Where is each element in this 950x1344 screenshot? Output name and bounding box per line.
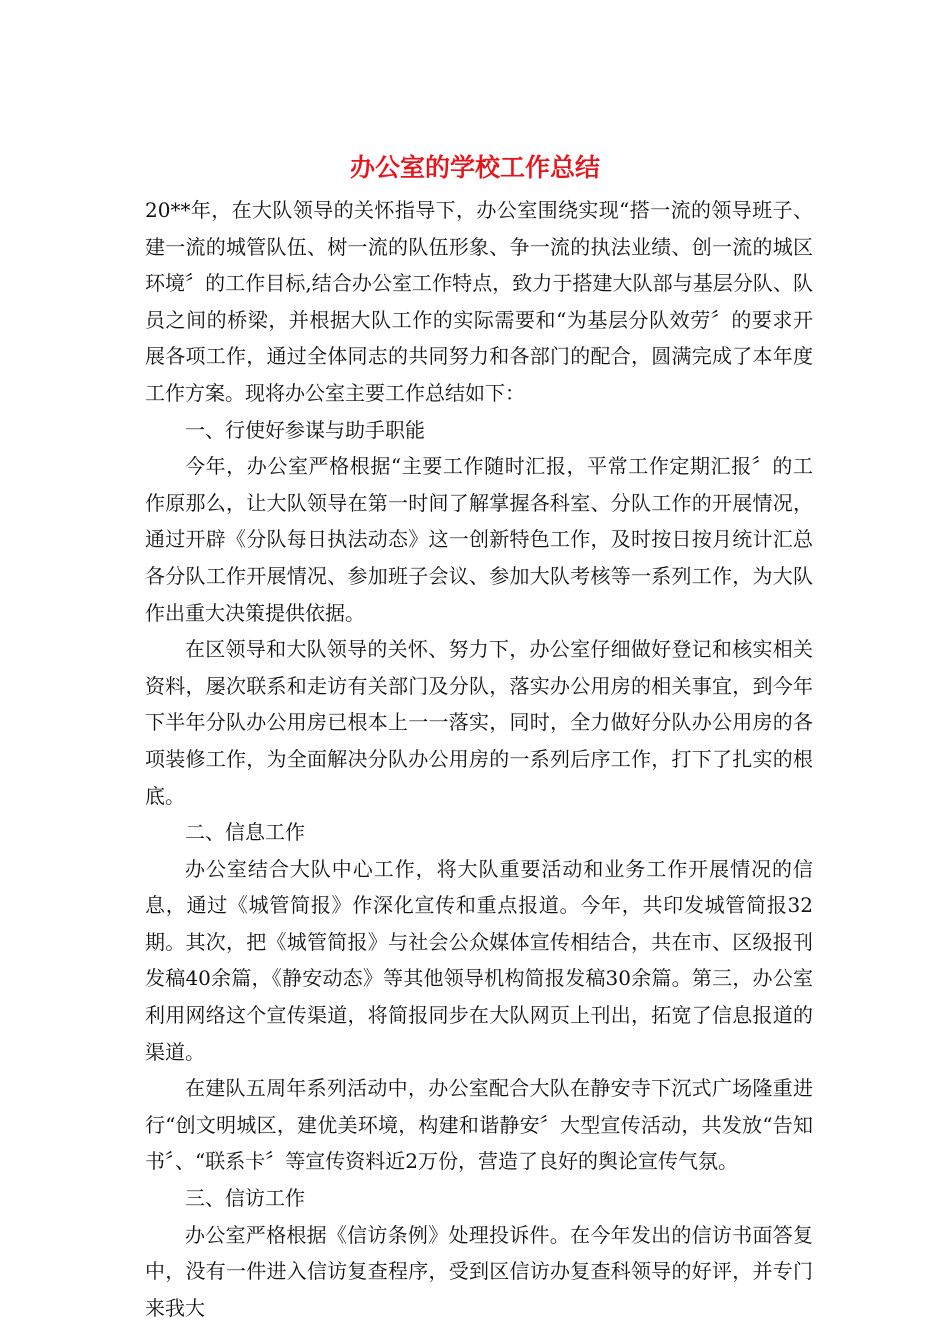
document-body — [145, 192, 813, 1326]
paragraph: 在建队五周年系列活动中，办公室配合大队在静安寺下沉式广场隆重进行“创文明城区，建优美环境，构建和谐静安〞大型宣传活动，共发放“告知书〞、“联系卡〞等宣传资料近2万份，营造了良好的舆论宣传气氛。 — [145, 1076, 813, 1174]
document-title: 办公室的学校工作总结 — [349, 153, 600, 182]
paragraph-intro: 20**年，在大队领导的关怀指导下，办公室围绕实现“搭一流的领导班子、建一流的城管队伍、树一流的队伍形象、争一流的执法业绩、创一流的城区环境〞的工作目标,结合办公室工作特点，致力于搭建大队部与基层分队、队员之间的桥梁，并根据大队工作的实际需要和“为基层分队效劳〞的要求开展各项工作，通过全体同志的共同努力和各部门的配合，圆满完成了本年度工作方案。现将办公室主要工作总结如下： — [145, 198, 813, 405]
paragraph: 今年，办公室严格根据“主要工作随时汇报，平常工作定期汇报〞的工作原那么，让大队领导在第一时间了解掌握各科室、分队工作的开展情况，通过开辟《分队每日执法动态》这一创新特色工作，及时按日按月统计汇总各分队工作开展情况、参加班子会议、参加大队考核等一系列工作，为大队作出重大决策提供依据。 — [145, 454, 813, 625]
paragraph: 办公室结合大队中心工作，将大队重要活动和业务工作开展情况的信息，通过《城管简报》作深化宣传和重点报道。今年，共印发城管简报32期。其次，把《城管简报》与社会公众媒体宣传相结合，共在市、区级报刊发稿40余篇，《静安动态》等其他领导机构简报发稿30余篇。第三，办公室利用网络这个宣传渠道，将简报同步在大队网页上刊出，拓宽了信息报道的渠道。 — [145, 856, 813, 1064]
paragraph: 办公室严格根据《信访条例》处理投诉件。在今年发出的信访书面答复中，没有一件进入信访复查程序，受到区信访办复查科领导的好评，并专门来我大 — [145, 1222, 813, 1320]
section-heading-3: 三、信访工作 — [185, 1186, 305, 1211]
section-heading-1: 一、行使好参谋与助手职能 — [185, 417, 425, 442]
paragraph: 在区领导和大队领导的关怀、努力下，办公室仔细做好登记和核实相关资料，屡次联系和走访有关部门及分队，落实办公用房的相关事宜，到今年下半年分队办公用房已根本上一一落实，同时，全力做好分队办公用房的各项装修工作，为全面解决分队办公用房的一系列后序工作，打下了扎实的根底。 — [145, 637, 813, 808]
section-heading-2: 二、信息工作 — [185, 820, 305, 845]
